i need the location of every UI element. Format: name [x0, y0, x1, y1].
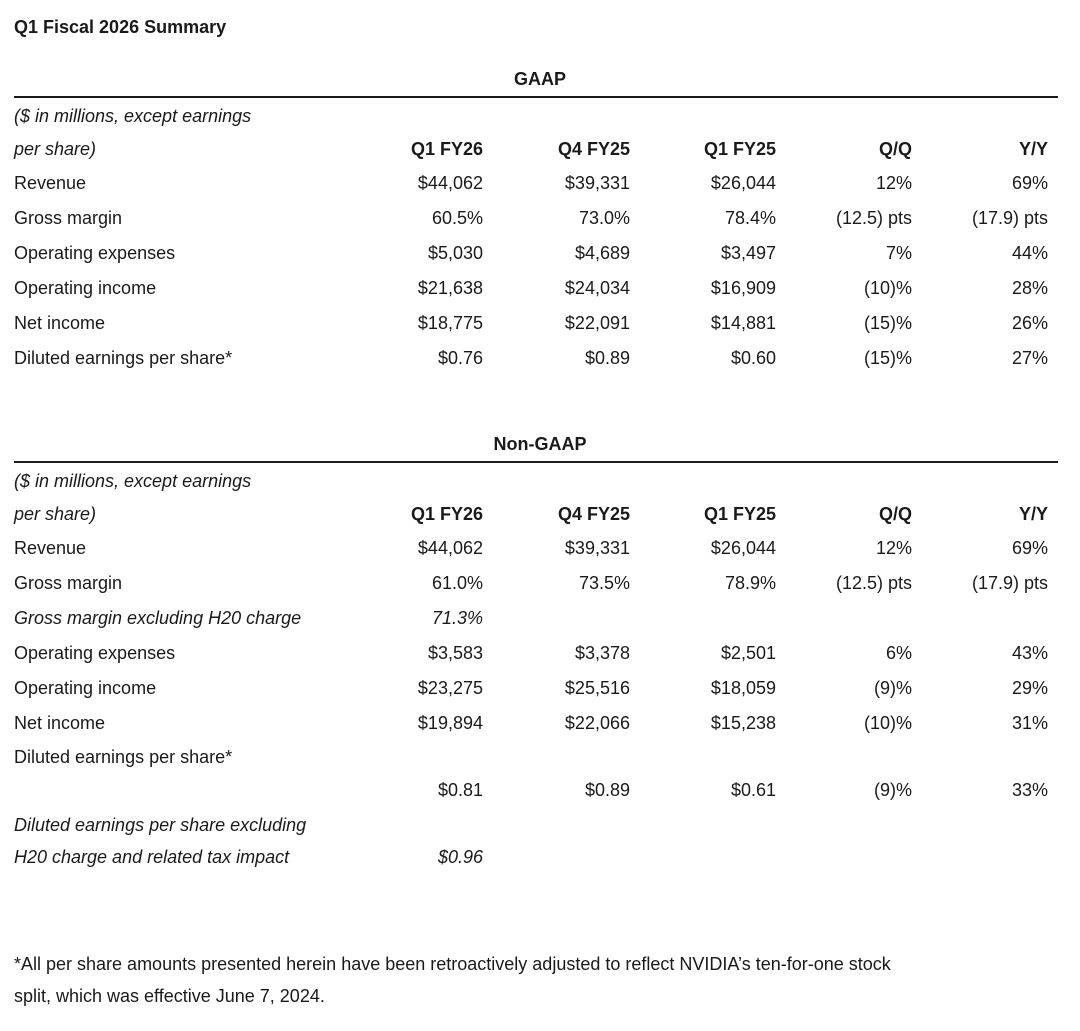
cell-value: (9)%	[873, 678, 912, 698]
unit-note-cont: per share)	[14, 139, 97, 159]
col-header-q4fy25: Q4 FY25	[557, 504, 630, 524]
nongaap-heading: Non-GAAP	[14, 431, 1058, 463]
cell-value: (10)%	[863, 713, 912, 733]
row-label: Operating income	[14, 678, 157, 698]
cell-value: $0.60	[730, 348, 776, 368]
unit-note: ($ in millions, except earnings	[14, 106, 252, 126]
unit-note: ($ in millions, except earnings	[14, 471, 252, 491]
col-header-q1fy25: Q1 FY25	[703, 139, 776, 159]
cell-value: $3,378	[574, 643, 630, 663]
cell-value: $14,881	[710, 313, 776, 333]
cell-value: (15)%	[863, 348, 912, 368]
cell-value: $16,909	[710, 278, 776, 298]
cell-value: $39,331	[564, 173, 630, 193]
table-row	[14, 706, 1058, 741]
cell-value: $0.89	[584, 780, 630, 800]
table-row	[14, 531, 1058, 566]
table-row	[14, 271, 1058, 306]
cell-value: $3,583	[427, 643, 483, 663]
cell-value: $25,516	[564, 678, 630, 698]
table-row	[14, 741, 1058, 774]
cell-value: 61.0%	[431, 573, 483, 593]
row-label: Gross margin	[14, 208, 123, 228]
table-row	[14, 236, 1058, 271]
cell-value: $19,894	[417, 713, 483, 733]
cell-value: $0.61	[730, 780, 776, 800]
cell-value: 71.3%	[431, 608, 483, 628]
row-label: Net income	[14, 313, 106, 333]
cell-value: $24,034	[564, 278, 630, 298]
cell-value: 7%	[885, 243, 912, 263]
table-row	[14, 841, 1058, 873]
table-row	[14, 306, 1058, 341]
cell-value: $0.81	[437, 780, 483, 800]
footnote-line: *All per share amounts presented herein have been retroactively adjusted to reflect NVIDIA’s ten-for-one stock	[14, 954, 891, 974]
row-label: Revenue	[14, 173, 87, 193]
gaap-heading: GAAP	[14, 66, 1058, 98]
cell-value: $39,331	[564, 538, 630, 558]
row-label: Diluted earnings per share*	[14, 348, 233, 368]
cell-value: $18,059	[710, 678, 776, 698]
cell-value: $0.96	[437, 847, 483, 867]
table-row	[14, 671, 1058, 706]
col-header-qq: Q/Q	[878, 139, 912, 159]
row-label: Net income	[14, 713, 106, 733]
cell-value: (15)%	[863, 313, 912, 333]
col-header-q1fy25: Q1 FY25	[703, 504, 776, 524]
table-row	[14, 774, 1058, 807]
row-label: Diluted earnings per share excluding	[14, 815, 307, 835]
cell-value: $44,062	[417, 538, 483, 558]
cell-value: 26%	[1011, 313, 1048, 333]
table-row	[14, 201, 1058, 236]
cell-value: (12.5) pts	[835, 208, 912, 228]
row-label: Diluted earnings per share*	[14, 747, 233, 767]
page-title: Q1 Fiscal 2026 Summary	[14, 17, 227, 37]
cell-value: 78.4%	[724, 208, 776, 228]
table-row	[14, 809, 1058, 841]
cell-value: $5,030	[427, 243, 483, 263]
cell-value: $22,091	[564, 313, 630, 333]
footnote-line: split, which was effective June 7, 2024.	[14, 986, 325, 1006]
cell-value: $21,638	[417, 278, 483, 298]
cell-value: 69%	[1011, 173, 1048, 193]
cell-value: $44,062	[417, 173, 483, 193]
cell-value: $23,275	[417, 678, 483, 698]
cell-value: 12%	[875, 538, 912, 558]
table-row	[14, 566, 1058, 601]
column-header-row	[14, 132, 1058, 166]
col-header-q1fy26: Q1 FY26	[410, 504, 483, 524]
unit-note-row	[14, 465, 1058, 497]
col-header-q1fy26: Q1 FY26	[410, 139, 483, 159]
footnote	[14, 948, 1054, 1012]
cell-value: 6%	[885, 643, 912, 663]
table-row	[14, 166, 1058, 201]
cell-value: 43%	[1011, 643, 1048, 663]
cell-value: 78.9%	[724, 573, 776, 593]
cell-value: 28%	[1011, 278, 1048, 298]
cell-value: (17.9) pts	[971, 208, 1048, 228]
col-header-yy: Y/Y	[1018, 504, 1048, 524]
cell-value: (10)%	[863, 278, 912, 298]
row-label: Operating income	[14, 278, 157, 298]
cell-value: $4,689	[574, 243, 630, 263]
cell-value: 29%	[1011, 678, 1048, 698]
cell-value: $0.89	[584, 348, 630, 368]
col-header-qq: Q/Q	[878, 504, 912, 524]
cell-value: 12%	[875, 173, 912, 193]
cell-value: $26,044	[710, 173, 776, 193]
cell-value: $15,238	[710, 713, 776, 733]
cell-value: $2,501	[720, 643, 776, 663]
nongaap-section	[14, 431, 1058, 873]
cell-value: 31%	[1011, 713, 1048, 733]
row-label: Revenue	[14, 538, 87, 558]
cell-value: (12.5) pts	[835, 573, 912, 593]
table-row	[14, 341, 1058, 376]
column-header-row	[14, 497, 1058, 531]
table-row	[14, 601, 1058, 636]
cell-value: $3,497	[720, 243, 776, 263]
cell-value: 73.0%	[578, 208, 630, 228]
unit-note-cont: per share)	[14, 504, 97, 524]
cell-value: $22,066	[564, 713, 630, 733]
gaap-section	[14, 66, 1058, 376]
cell-value: 44%	[1011, 243, 1048, 263]
row-label: Operating expenses	[14, 243, 176, 263]
table-row	[14, 636, 1058, 671]
cell-value: 33%	[1011, 780, 1048, 800]
row-label: Gross margin	[14, 573, 123, 593]
cell-value: $0.76	[437, 348, 483, 368]
cell-value: (17.9) pts	[971, 573, 1048, 593]
cell-value: 27%	[1011, 348, 1048, 368]
cell-value: 73.5%	[578, 573, 630, 593]
cell-value: $26,044	[710, 538, 776, 558]
cell-value: (9)%	[873, 780, 912, 800]
row-label: H20 charge and related tax impact	[14, 847, 290, 867]
cell-value: 60.5%	[431, 208, 483, 228]
cell-value: 69%	[1011, 538, 1048, 558]
row-label: Gross margin excluding H20 charge	[14, 608, 302, 628]
unit-note-row	[14, 100, 1058, 132]
cell-value: $18,775	[417, 313, 483, 333]
col-header-q4fy25: Q4 FY25	[557, 139, 630, 159]
row-label: Operating expenses	[14, 643, 176, 663]
col-header-yy: Y/Y	[1018, 139, 1048, 159]
